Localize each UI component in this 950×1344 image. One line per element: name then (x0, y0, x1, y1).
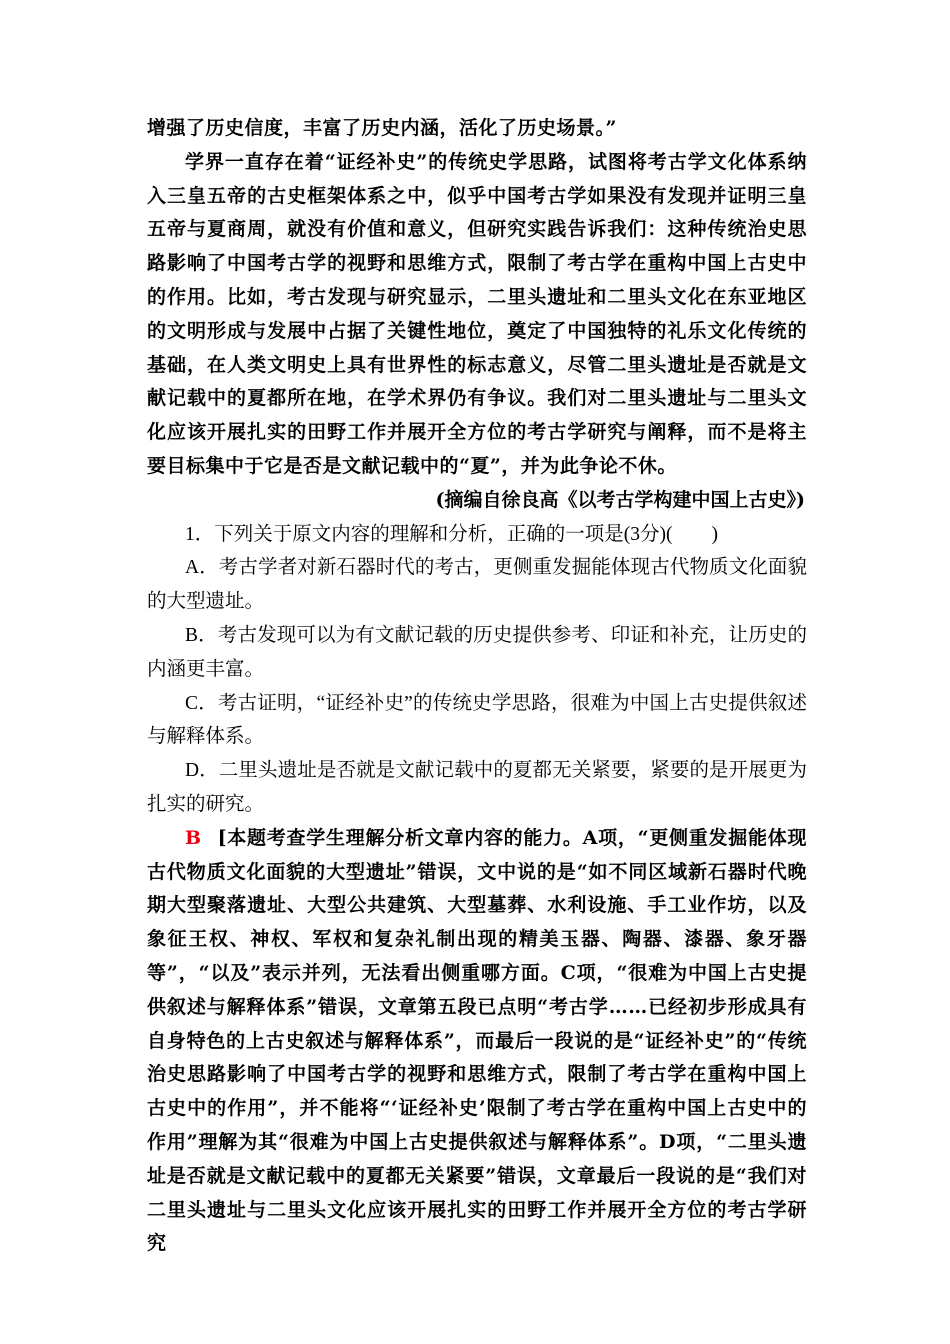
question-stem: 1．下列关于原文内容的理解和分析，正确的一项是(3分)( ) (185, 523, 718, 545)
option-b: B．考古发现可以为有文献记载的历史提供参考、印证和补充，让历史的内涵更丰富。 (147, 624, 807, 680)
answer-letter: B (185, 826, 202, 849)
passage-paragraph-1: 增强了历史信度，丰富了历史内涵，活化了历史场景。” (147, 117, 617, 139)
answer-analysis (147, 822, 807, 1261)
analysis-text: [本题考查学生理解分析文章内容的能力。A项，“更侧重发掘能体现古代物质文化面貌的大型遗址”错误，文中说的是“如不同区域新石器时代晚期大型聚落遗址、大型公共建筑、大型墓葬、水利设施、手工业作坊，以及象征王权、神权、军权和复杂礼制出现的精美玉器、陶器、漆器、象牙器等”，“以及”表示并列，无法看出侧重哪方面。C项，“很难为中国上古史提供叙述与解释体系”错误，文章第五段已点明“考古学……已经初步形成具有自身特色的上古史叙述与解释体系”，而最后一段说的是“证经补史”的“传统治史思路影响了中国考古学的视野和思维方式，限制了考古学在重构中国上古史中的作用”，并不能将“‘证经补史’限制了考古学在重构中国上古史中的作用”理解为其“很难为中国上古史提供叙述与解释体系”。D项，“二里头遗址是否就是文献记载中的夏都无关紧要”错误，文章最后一段说的是“我们对二里头遗址与二里头文化应该开展扎实的田野工作并展开全方位的考古学研究 (147, 826, 807, 1255)
option-c: C．考古证明，“证经补史”的传统史学思路，很难为中国上古史提供叙述与解释体系。 (147, 692, 807, 748)
passage-paragraph-2: 学界一直存在着“证经补史”的传统史学思路，试图将考古学文化体系纳入三皇五帝的古史框架体系之中，似乎中国考古学如果没有发现并证明三皇五帝与夏商周，就没有价值和意义，但研究实践告诉我们：这种传统治史思路影响了中国考古学的视野和思维方式，限制了考古学在重构中国上古史中的作用。比如，考古发现与研究显示，二里头遗址和二里头文化在东亚地区的文明形成与发展中占据了关键性地位，奠定了中国独特的礼乐文化传统的基础，在人类文明史上具有世界性的标志意义，尽管二里头遗址是否就是文献记载中的夏都所在地，在学术界仍有争议。我们对二里头遗址与二里头文化应该开展扎实的田野工作并展开全方位的考古学研究与阐释，而不是将主要目标集中于它是否是文献记载中的“夏”，并为此争论不休。 (147, 150, 807, 477)
option-d: D．二里头遗址是否就是文献记载中的夏都无关紧要，紧要的是开展更为扎实的研究。 (147, 760, 807, 815)
option-a: A．考古学者对新石器时代的考古，更侧重发掘能体现古代物质文化面貌的大型遗址。 (147, 557, 807, 613)
passage-source: (摘编自徐良高《以考古学构建中国上古史》) (435, 488, 805, 511)
document-page (147, 112, 807, 1261)
